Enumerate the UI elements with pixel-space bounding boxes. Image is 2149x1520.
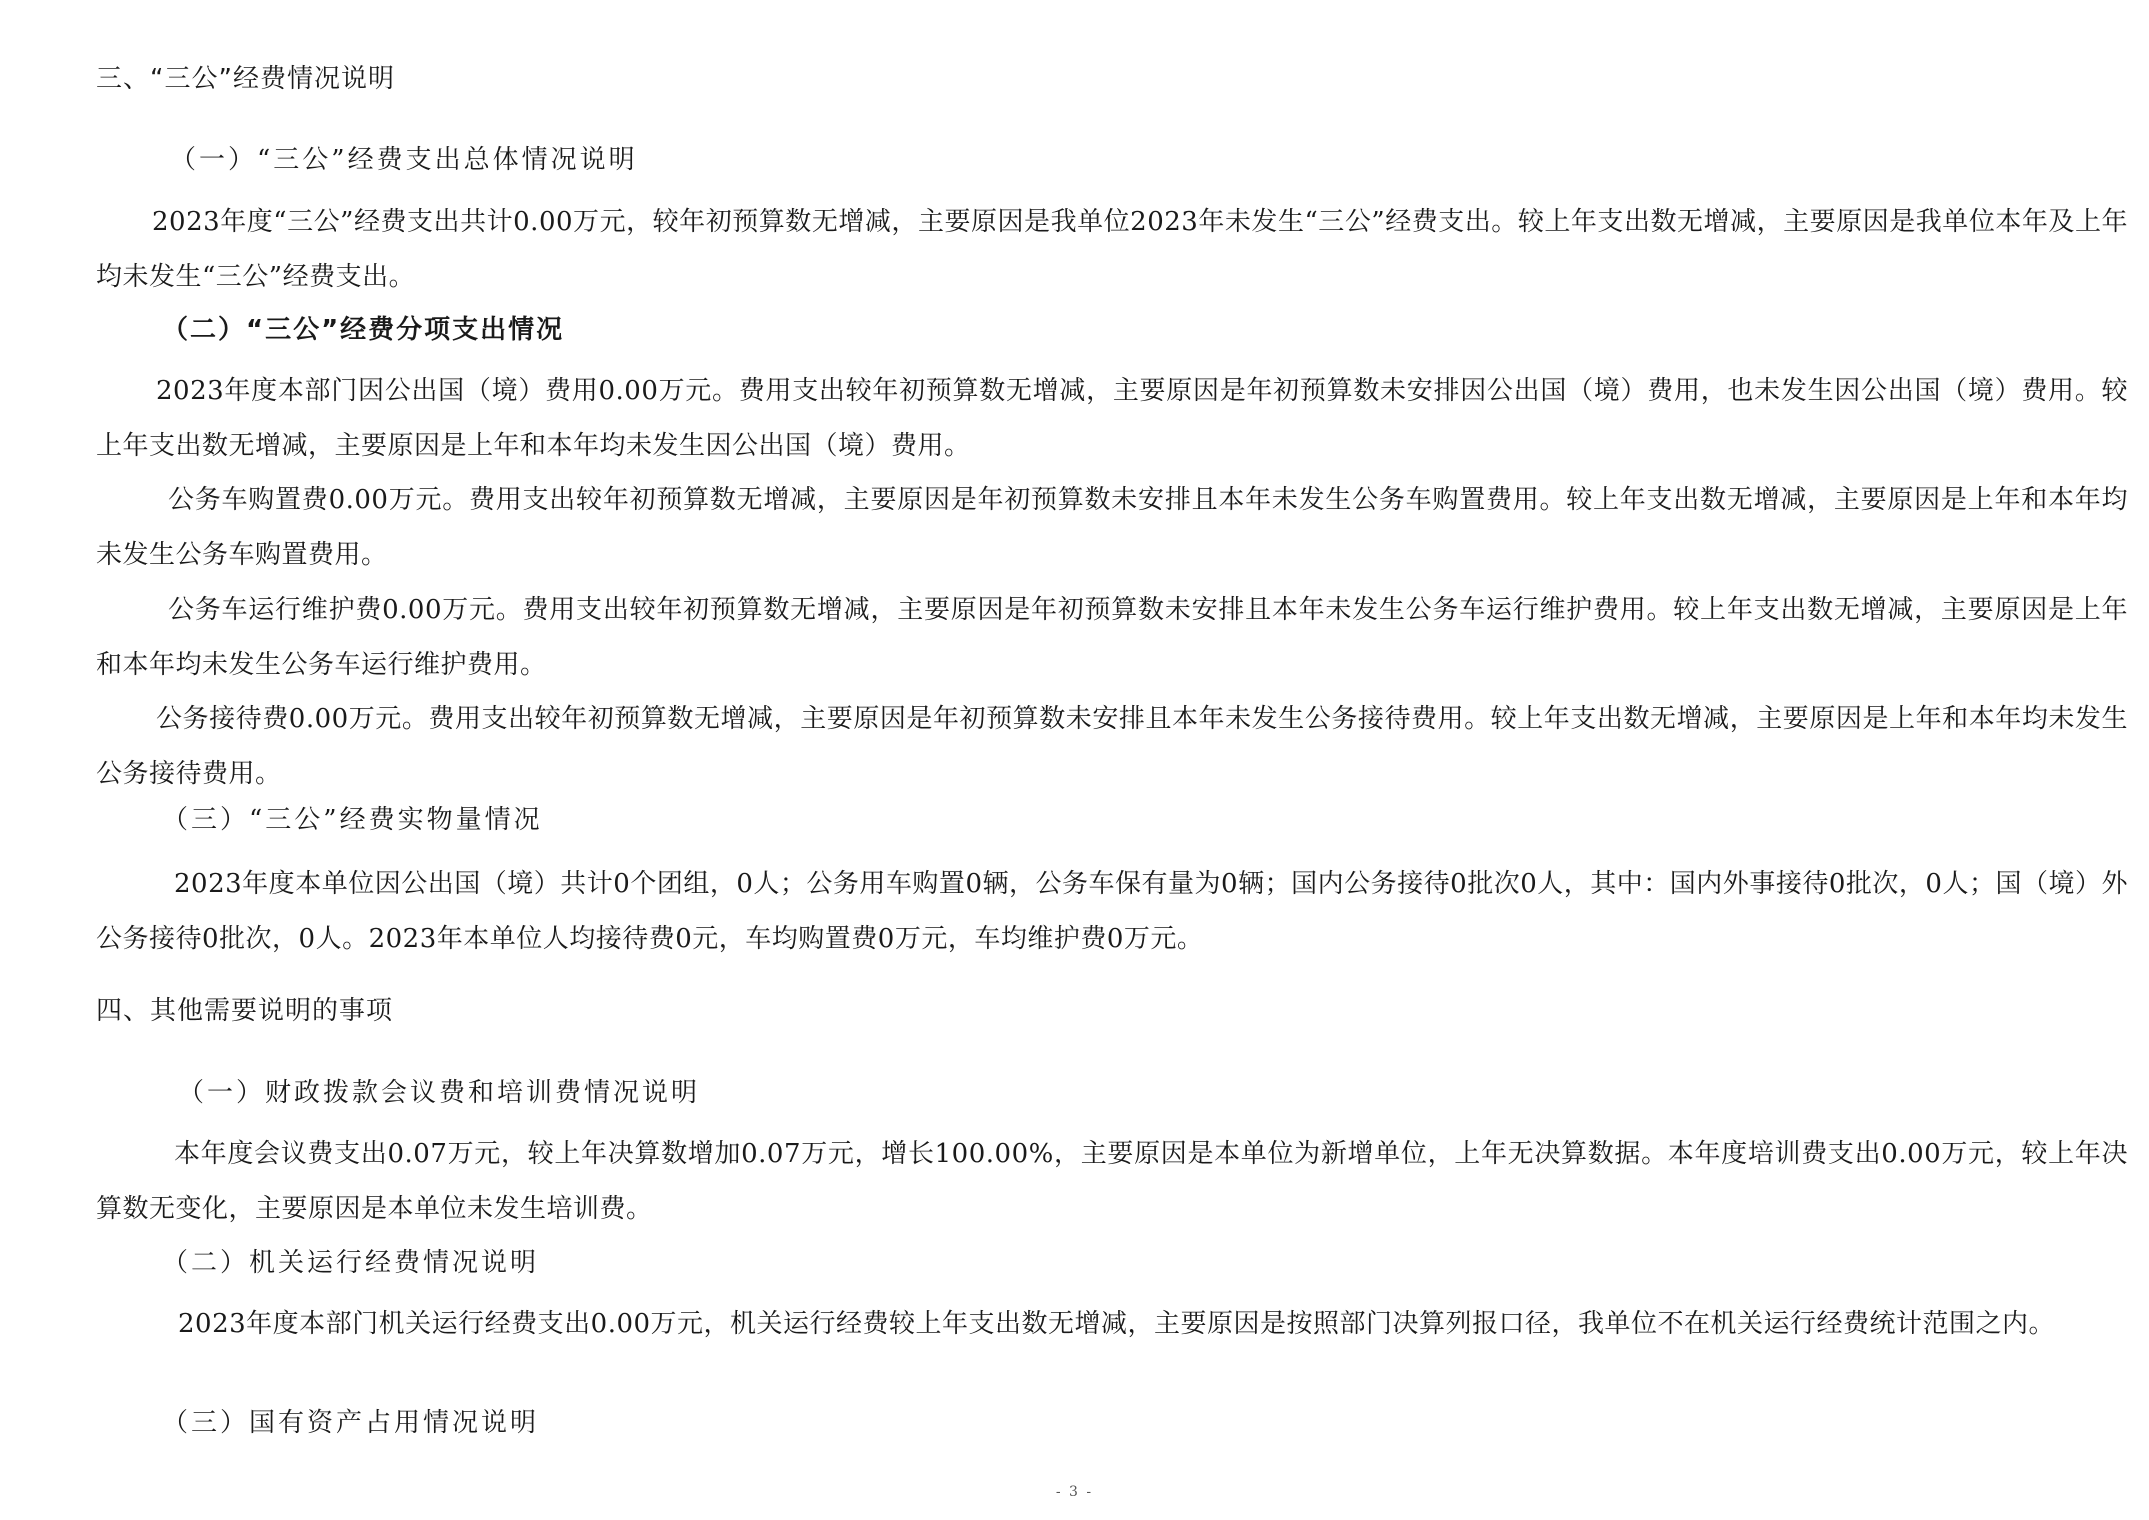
section-three-sub1-paragraph: 2023年度“三公”经费支出共计0.00万元，较年初预算数无增减，主要原因是我单位2023年未发生“三公”经费支出。较上年支出数无增减，主要原因是我单位本年及上年均未发生“三公”经费支出。 xyxy=(96,207,2128,292)
section-four-sub2-paragraph: 2023年度本部门机关运行经费支出0.00万元，机关运行经费较上年支出数无增减，主要原因是按照部门决算列报口径，我单位不在机关运行经费统计范围之内。 xyxy=(178,1309,2056,1339)
section-four-sub1-paragraph: 本年度会议费支出0.07万元，较上年决算数增加0.07万元，增长100.00%，主要原因是本单位为新增单位，上年无决算数据。本年度培训费支出0.00万元，较上年决算数无变化，主要原因是本单位未发生培训费。 xyxy=(96,1139,2128,1224)
section-three-sub1-heading: （一）“三公”经费支出总体情况说明 xyxy=(170,145,638,175)
section-four-sub2-heading: （二）机关运行经费情况说明 xyxy=(162,1248,540,1278)
section-three-sub2-paragraph-3: 公务车运行维护费0.00万元。费用支出较年初预算数无增减，主要原因是年初预算数未安排且本年未发生公务车运行维护费用。较上年支出数无增减，主要原因是上年和本年均未发生公务车运行维护费用。 xyxy=(96,595,2128,680)
section-three-sub2-paragraph-4: 公务接待费0.00万元。费用支出较年初预算数无增减，主要原因是年初预算数未安排且本年未发生公务接待费用。较上年支出数无增减，主要原因是上年和本年均未发生公务接待费用。 xyxy=(96,704,2128,789)
section-three-sub2-paragraph-1: 2023年度本部门因公出国（境）费用0.00万元。费用支出较年初预算数无增减，主要原因是年初预算数未安排因公出国（境）费用，也未发生因公出国（境）费用。较上年支出数无增减，主要原因是上年和本年均未发生因公出国（境）费用。 xyxy=(96,376,2128,461)
section-three-sub2-paragraph-2: 公务车购置费0.00万元。费用支出较年初预算数无增减，主要原因是年初预算数未安排且本年未发生公务车购置费用。较上年支出数无增减，主要原因是上年和本年均未发生公务车购置费用。 xyxy=(96,485,2128,570)
page-number: - 3 - xyxy=(1055,1484,1094,1500)
section-four-sub3-heading: （三）国有资产占用情况说明 xyxy=(162,1408,540,1438)
section-three-sub3-heading: （三）“三公”经费实物量情况 xyxy=(162,805,543,835)
section-four-sub1-heading: （一）财政拨款会议费和培训费情况说明 xyxy=(178,1078,701,1108)
section-three-sub2-heading: （二）“三公”经费分项支出情况 xyxy=(162,315,565,345)
section-four-heading: 四、其他需要说明的事项 xyxy=(96,996,394,1026)
section-three-sub3-paragraph: 2023年度本单位因公出国（境）共计0个团组，0人；公务用车购置0辆，公务车保有量为0辆；国内公务接待0批次0人，其中：国内外事接待0批次，0人；国（境）外公务接待0批次，0人。2023年本单位人均接待费0元，车均购置费0万元，车均维护费0万元。 xyxy=(96,869,2128,954)
section-three-heading: 三、“三公”经费情况说明 xyxy=(96,64,395,94)
